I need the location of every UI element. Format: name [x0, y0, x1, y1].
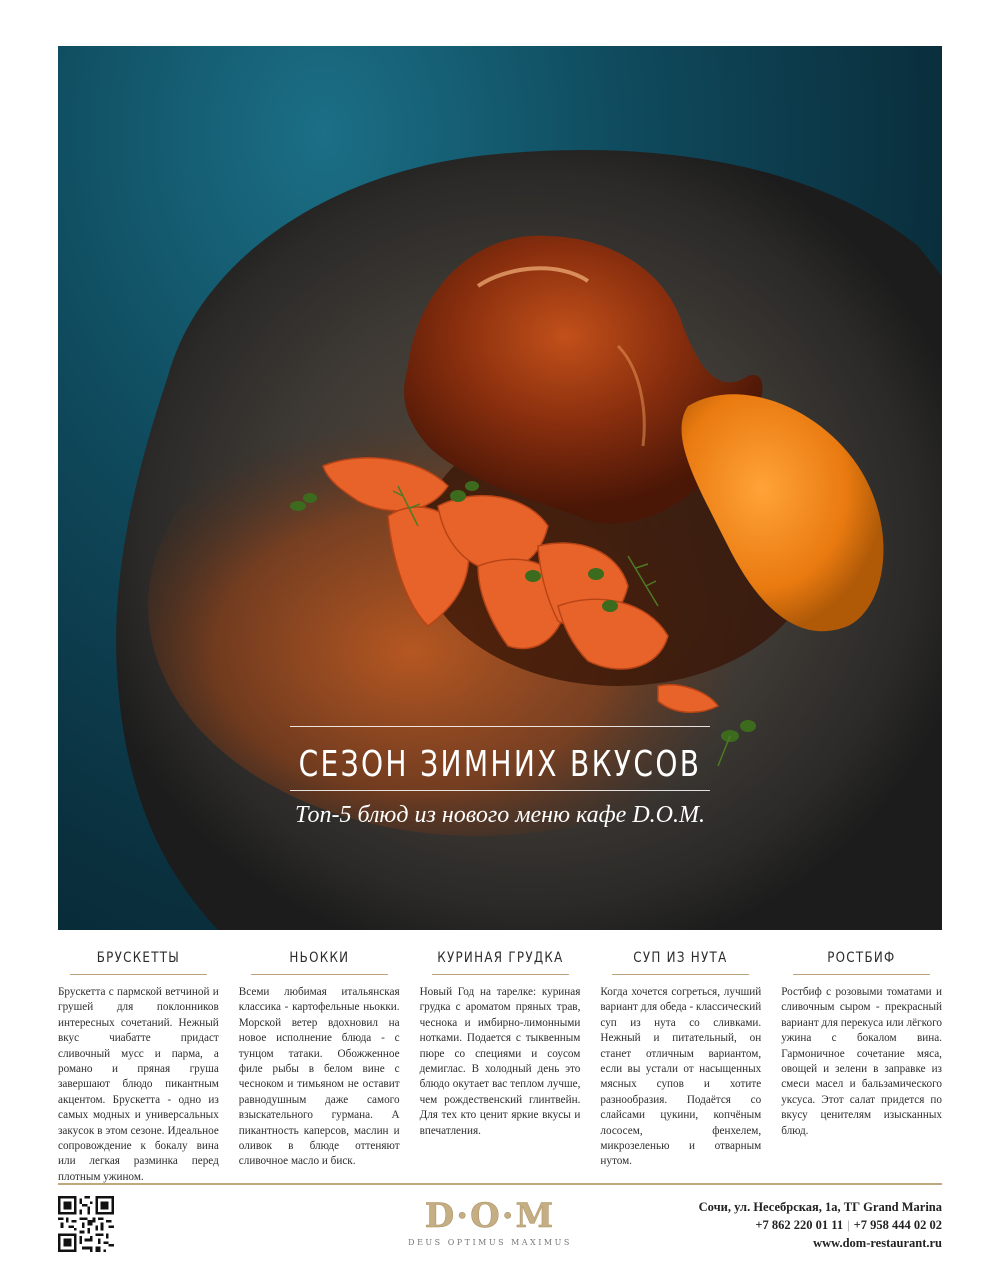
hero-subtitle: Топ-5 блюд из нового меню кафе D.O.M. — [295, 802, 705, 828]
dish-description: Новый Год на тарелке: куриная грудка с ароматом пряных трав, чеснока и имбирно-лимонными нотками. Подается с тыквенным пюре со специями и соусом демиглас. В холодный день это блюдо окутает вас теплом лучше, чем рождественский глинтвейн. Для тех кто ценит яркие вкусы и впечатления. — [419, 986, 581, 1137]
dish-title: СУП ИЗ НУТА — [612, 950, 749, 975]
phone-1[interactable]: +7 862 220 01 11 — [755, 1218, 844, 1232]
logo-wordmark: D·O·M — [424, 1196, 556, 1236]
dish-description: Когда хочется согреться, лучший вариант для обеда - классический суп из нута со сливками. Нежный и питательный, он станет отличным вариантом, если вы устали от насыщенных мясных супов и хотите разнообразия. Подаётся со слайсами цукини, копчёным лососем, фенхелем, микрозеленью и отварным нутом. — [600, 986, 762, 1168]
dish-column-roastbeef — [781, 950, 942, 1185]
dish-description: Ростбиф с розовыми томатами и сливочным сыром - прекрасный вариант для перекуса или лёгкого ужина с бокалом вина. Гармоничное сочетание мяса, овощей и зелени в заправке из смеси масел и бальзамического уксуса. Этот салат придется по вкусу ценителям изысканных блюд. — [781, 986, 942, 1137]
dish-photo-illustration — [58, 46, 942, 930]
title-top-rule — [290, 726, 710, 727]
brand-logo[interactable] — [380, 1196, 600, 1247]
dish-column-chicken — [420, 950, 581, 1185]
dish-title: РОСТБИФ — [793, 950, 930, 975]
dish-columns — [58, 950, 942, 1185]
logo-motto: DEUS OPTIMUS MAXIMUS — [408, 1238, 572, 1247]
dish-description: Брускетта с пармской ветчиной и грушей для поклонников интересных сочетаний. Нежный вкус чиабатте придаст сливочный мусс и парма, а романо и пряная груша завершают блюдо пикантным акцентом. Брускетта - одно из самых модных и универсальных закусок в этом сезоне. Идеальное сопровождение к бокалу вина или легкая разминка перед плотным ужином. — [58, 986, 219, 1183]
address: Сочи, ул. Несебрская, 1а, ТГ Grand Marina — [698, 1200, 942, 1214]
dish-column-gnocchi — [239, 950, 400, 1185]
dish-description: Всеми любимая итальянская классика - картофельные ньокки. Морской ветер вдохновил на новое исполнение блюда - с тунцом татаки. Обожженное филе рыбы в белом вине с чесноком и тимьяном не оставит равнодушным даже самого взыскательного гурмана. А пикантность каперсов, маслин и оливок в блюде оттеняют сливочное масло и биск. — [238, 986, 400, 1168]
dish-column-bruschetta — [58, 950, 219, 1185]
qr-code-icon[interactable] — [58, 1196, 114, 1252]
hero-photo — [58, 46, 942, 930]
hero-title: СЕЗОН ЗИМНИХ ВКУСОВ — [298, 744, 702, 785]
footer-divider — [58, 1183, 942, 1185]
dish-title: НЬОККИ — [251, 950, 388, 975]
dish-title: КУРИНАЯ ГРУДКА — [432, 950, 569, 975]
title-bottom-rule — [290, 790, 710, 791]
dish-column-soup — [600, 950, 761, 1185]
phone-2[interactable]: +7 958 444 02 02 — [853, 1218, 942, 1232]
website-link[interactable]: www.dom-restaurant.ru — [813, 1236, 942, 1250]
phones — [699, 1216, 942, 1234]
dish-title: БРУСКЕТТЫ — [70, 950, 207, 975]
phone-separator: | — [847, 1218, 850, 1232]
contact-block — [699, 1198, 942, 1252]
